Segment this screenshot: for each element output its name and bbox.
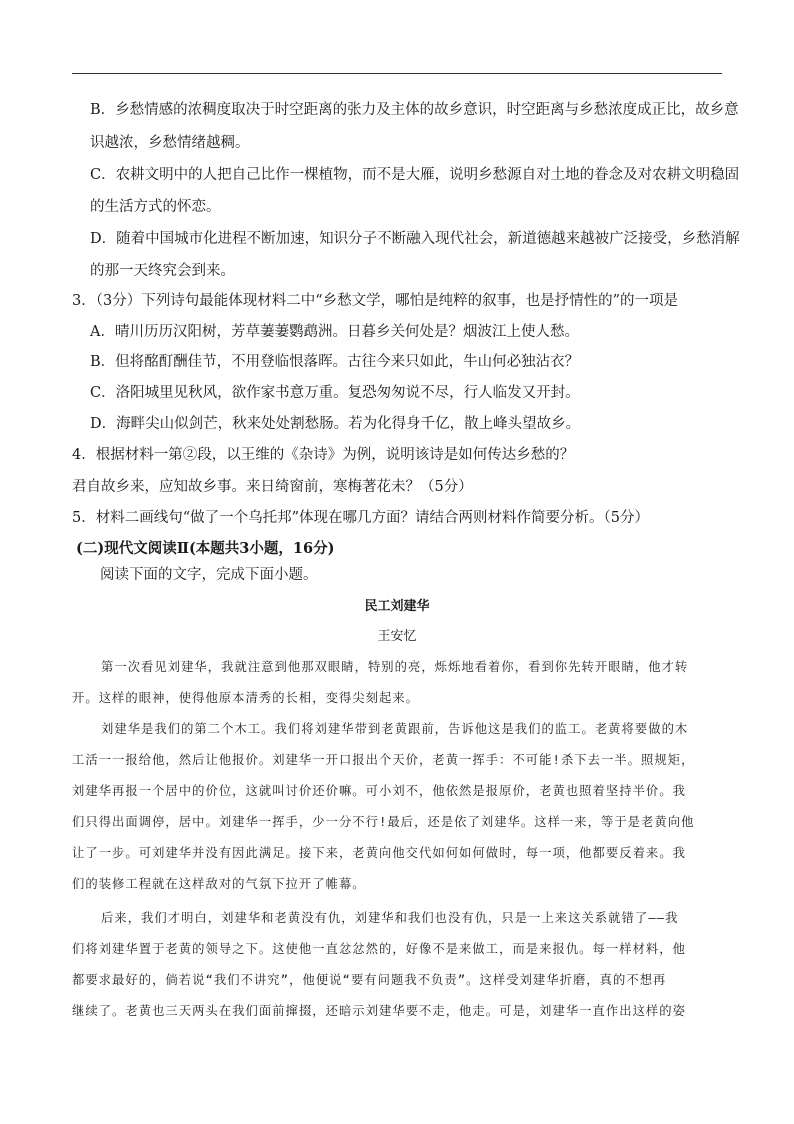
question-3-option-a: A．晴川历历汉阳树，芳草萋萋鹦鹉洲。日暮乡关何处是？烟波江上使人愁。 bbox=[90, 324, 579, 340]
story-line: 让了一步。可刘建华并没有因此满足。接下来，老黄向他交代如何如何做时，每一项，他都要反着来。我 bbox=[72, 846, 686, 860]
option-b-line-2: 识越浓，乡愁情绪越稠。 bbox=[90, 135, 250, 151]
story-line: 后来，我们才明白，刘建华和老黄没有仇，刘建华和我们也没有仇，只是一上来这关系就错了——我 bbox=[101, 911, 679, 925]
story-line: 工活一一报给他，然后让他报价。刘建华一开口报出个天价，老黄一挥手：不可能!杀下去一半。照规矩， bbox=[72, 753, 695, 767]
story-line: 刘建华是我们的第二个木工。我们将刘建华带到老黄跟前，告诉他这是我们的监工。老黄将要做的木 bbox=[101, 722, 689, 736]
story-line: 都要求最好的，倘若说“我们不讲究”，他便说“要有问题我不负责”。这样受刘建华折磨，真的不想再 bbox=[72, 973, 667, 987]
question-3-option-c: C．洛阳城里见秋风，欲作家书意万重。复恐匆匆说不尽，行人临发又开封。 bbox=[90, 385, 580, 401]
question-3-option-d: D．海畔尖山似剑芒，秋来处处割愁肠。若为化得身千亿，散上峰头望故乡。 bbox=[90, 416, 581, 432]
section-heading: (二)现代文阅读Ⅱ(本题共3小题，16分) bbox=[76, 540, 335, 557]
story-line: 开。这样的眼神，使得他原本清秀的长相，变得尖刻起来。 bbox=[72, 691, 420, 705]
story-line: 继续了。老黄也三天两头在我们面前撺掇，还暗示刘建华要不走，他走。可是，刘建华一直作出这样的姿 bbox=[72, 1004, 686, 1018]
question-3-option-b: B．但将酩酊酬佳节，不用登临恨落晖。古往今来只如此，牛山何必独沾衣？ bbox=[90, 354, 580, 370]
header-rule bbox=[72, 73, 722, 74]
option-d-line-2: 的那一天终究会到来。 bbox=[90, 263, 235, 279]
question-3-stem: 3．（3分）下列诗句最能体现材料二中“乡愁文学，哪怕是纯粹的叙事，也是抒情性的”的一项是 bbox=[72, 293, 679, 309]
question-4-stem: 4．根据材料一第②段，以王维的《杂诗》为例，说明该诗是如何传达乡愁的？ bbox=[72, 447, 575, 463]
option-b-line-1: B．乡愁情感的浓稠度取决于时空距离的张力及主体的故乡意识，时空距离与乡愁浓度成正比，故乡意 bbox=[90, 102, 739, 118]
story-line: 们的装修工程就在这样敌对的气氛下拉开了帷幕。 bbox=[72, 877, 366, 891]
option-c-line-2: 的生活方式的怀恋。 bbox=[90, 199, 221, 215]
option-c-line-1: C．农耕文明中的人把自己比作一棵植物，而不是大雁，说明乡愁源自对土地的眷念及对农耕文明稳固 bbox=[90, 167, 740, 183]
story-author: 王安忆 bbox=[377, 629, 417, 644]
story-line: 们将刘建华置于老黄的领导之下。这使他一直忿忿然的，好像不是来做工，而是来报仇。每一样材料，他 bbox=[72, 942, 686, 956]
question-5-stem: 5．材料二画线句“做了一个乌托邦”体现在哪几方面？请结合两则材料作简要分析。（5分） bbox=[72, 510, 650, 526]
story-title: 民工刘建华 bbox=[364, 599, 430, 614]
story-line: 刘建华再报一个居中的价位，这就叫讨价还价嘛。可小刘不，他依然是报原价，老黄也照着坚持半价。我 bbox=[72, 784, 686, 798]
option-d-line-1: D．随着中国城市化进程不断加速，知识分子不断融入现代社会，新道德越来越被广泛接受，乡愁消解 bbox=[90, 231, 740, 247]
section-instruction: 阅读下面的文字，完成下面小题。 bbox=[100, 567, 318, 583]
story-line: 第一次看见刘建华，我就注意到他那双眼睛，特别的亮，烁烁地看着你，看到你先转开眼睛，他才转 bbox=[101, 660, 689, 674]
question-4-poem: 君自故乡来，应知故乡事。来日绮窗前，寒梅著花未？（5分） bbox=[72, 479, 473, 495]
story-line: 们只得出面调停，居中。刘建华一挥手，少一分不行!最后，还是依了刘建华。这样一来，等于是老黄向他 bbox=[72, 815, 695, 829]
